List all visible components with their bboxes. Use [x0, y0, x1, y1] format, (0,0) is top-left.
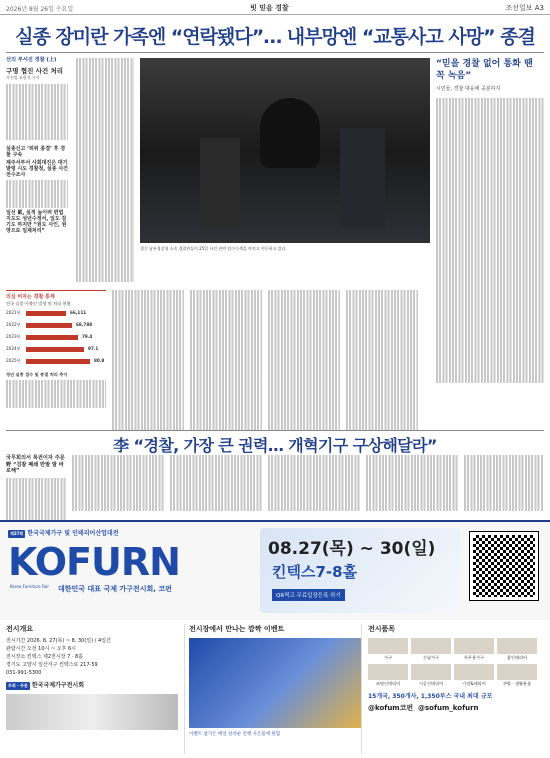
- stats-line: 15개국, 350개사, 1,350부스 국내 최대 규모: [368, 693, 493, 700]
- category-image: [497, 664, 537, 680]
- body-text-m2: [72, 455, 164, 515]
- category-item[interactable]: [368, 638, 408, 661]
- ad-info-box: [260, 528, 460, 613]
- event-images: [189, 638, 361, 728]
- ad-venue: 킨텍스7-8홀: [272, 563, 358, 581]
- chart-row-label: 2024년: [6, 346, 21, 351]
- fair-tag: Korea Furniture Fair: [10, 584, 49, 589]
- venue: 전시장소 킨텍스 제2전시장 7 · 8홀: [6, 654, 84, 660]
- chart-bar: [26, 323, 72, 328]
- category-image: [454, 638, 494, 654]
- category-image: [411, 638, 451, 654]
- section-rule: [6, 430, 544, 431]
- issue-date: 2026년 8월 26일 수요일: [6, 6, 74, 13]
- text-line: [76, 276, 134, 282]
- table-title: 정년 실종 접수 및 종결 처리 추이: [6, 372, 68, 377]
- body-text-m3: [170, 455, 262, 515]
- subhead-2: 실종신고 ‘허위 종결’ 후 경찰 구속: [6, 146, 66, 158]
- stats-chart: [6, 290, 106, 425]
- category-item[interactable]: [454, 664, 494, 687]
- event-heading: 전시장에서 만나는 깜짝 이벤트: [189, 625, 285, 633]
- text-line: [112, 424, 184, 430]
- category-item[interactable]: [497, 664, 537, 687]
- chart-value: 79.4: [82, 334, 93, 339]
- category-image: [497, 638, 537, 654]
- lower-ad-panels: [0, 620, 550, 758]
- host-line: [6, 680, 178, 690]
- ad-dates: 08.27(목) ~ 30(일): [268, 539, 436, 559]
- main-headline: 실종 장미란 가족엔 “연락됐다”… 내부망엔 “교통사고 사망” 종결: [15, 26, 535, 48]
- ad-top-line: [8, 528, 119, 538]
- text-line: [436, 378, 544, 384]
- category-label: 가구: [383, 655, 393, 660]
- body-text-col2: [76, 58, 134, 286]
- body-text: [6, 180, 68, 208]
- body-text-col4: [190, 290, 262, 430]
- section-name: 빗 믿음 경찰: [250, 4, 289, 12]
- mid-left-lead: [6, 455, 66, 523]
- address: 경기도 고양시 일산서구 킨텍스로 217-59: [6, 662, 98, 668]
- bar-area: [6, 310, 106, 370]
- page-label: A3: [534, 4, 544, 12]
- event-panel: [184, 624, 362, 754]
- category-label: 조명인테리어: [375, 681, 401, 686]
- category-label: 주방 · 생활용품: [502, 681, 532, 686]
- lead-1: 국무회의서 특권이자 주문: [6, 455, 65, 461]
- event-note: 이벤트 참가은 매일 선착순 진행 사은품에 한함: [189, 732, 281, 737]
- category-image: [411, 664, 451, 680]
- chart-value: 66,111: [70, 310, 87, 315]
- qr-register-button[interactable]: QR찍고 무료입장등록 하기: [272, 589, 345, 601]
- lead-2: 野 “검찰 폐쇄 반발 말 바로해”: [6, 461, 64, 474]
- category-image: [368, 638, 408, 654]
- body-text-m5: [366, 455, 458, 515]
- series-kicker: 선의 부서진 경찰 (上): [6, 57, 57, 63]
- body-text-right: [436, 98, 544, 388]
- text-line: [366, 505, 458, 511]
- chart-bar: [26, 335, 78, 340]
- chart-row-label: 2021년: [6, 310, 21, 315]
- category-item[interactable]: [368, 664, 408, 687]
- quote-sub: 시민들, 경찰 대응에 공분하지: [436, 86, 501, 92]
- page-number: [505, 3, 544, 13]
- hours: 관람시간 오전 10시 ~ 오후 6시: [6, 646, 76, 652]
- category-label: 수납가구: [422, 655, 440, 660]
- chart-bar: [26, 359, 90, 364]
- category-item[interactable]: [411, 664, 451, 687]
- chart-bar: [26, 347, 84, 352]
- product-images: [6, 694, 178, 730]
- category-grid: [368, 638, 544, 687]
- edition-badge: 제37회: [10, 531, 24, 536]
- chart-row-label: 2022년: [6, 322, 21, 327]
- info-panel: [6, 624, 178, 730]
- info-lines: [6, 637, 178, 677]
- person-right: [340, 128, 385, 228]
- category-label: 홈인테리어: [506, 655, 528, 660]
- chart-subtitle: 전국 실종·가출인 발생 및 처리 현황: [6, 301, 71, 306]
- subhead-3: 제주서부서 사회대진은 대기발령 시도 경찰청, 실종 사건 전수조사: [6, 160, 68, 178]
- person-left: [200, 138, 240, 228]
- social-line: [368, 703, 544, 713]
- text-line: [268, 505, 360, 511]
- mid-headline: 李 “경찰, 가장 큰 권력… 개혁기구 구상해달라”: [113, 436, 437, 455]
- byline: 사건팀 조원석 기자: [6, 75, 40, 80]
- paper-name: 조선일보: [505, 4, 533, 12]
- chart-row-label: 2023년: [6, 334, 21, 339]
- phone: 031-991-5300: [6, 670, 42, 676]
- body-text-col3: [112, 290, 184, 430]
- text-line: [268, 424, 340, 430]
- info-heading: 전시개요: [6, 625, 34, 633]
- headline-rule: [6, 52, 544, 53]
- category-label: 시공인테리어: [418, 681, 444, 686]
- text-line: [346, 424, 418, 430]
- instagram-handle[interactable]: @sofum_kofurn: [418, 704, 479, 712]
- chart-value: 68,788: [76, 322, 93, 327]
- kakao-handle[interactable]: @kofum코펀: [368, 704, 414, 712]
- text-line: [170, 505, 262, 511]
- body-text-col5: [268, 290, 340, 430]
- body-text: [6, 478, 66, 523]
- chart-value: 97.1: [88, 346, 99, 351]
- text-line: [190, 424, 262, 430]
- chart-value: 80.8: [94, 358, 105, 363]
- qr-code[interactable]: [470, 532, 538, 600]
- body-text-m4: [268, 455, 360, 515]
- kofurn-ad[interactable]: [0, 520, 550, 620]
- text-line: [464, 505, 544, 511]
- right-column: [436, 58, 544, 388]
- ad-top-text: 한국국제가구 및 인테리어산업대전: [27, 530, 119, 537]
- ad-tagline: 대한민국 대표 국제 가구전시회, 코펀: [58, 585, 172, 593]
- body-text-m6: [464, 455, 544, 515]
- category-image: [454, 664, 494, 680]
- chart-row-label: 2025년: [6, 358, 21, 363]
- body-text: [6, 84, 68, 144]
- category-label: 가전&테리어: [462, 681, 486, 686]
- table-rows: [6, 380, 106, 408]
- category-item[interactable]: [454, 638, 494, 661]
- category-label: 사무용가구: [463, 655, 485, 660]
- left-subhead: 구명 협진 사건 처리: [6, 67, 64, 75]
- subhead-4: 일선 累, 실적 높이려 편법 지도도 성년수정서, 일도 걸기도 하지만 “원도 사인, 원망으로 일제처리”: [6, 210, 67, 234]
- host-name: 한국국제가구전시회: [31, 682, 85, 689]
- category-image: [368, 664, 408, 680]
- items-heading: 전시품목: [368, 625, 396, 633]
- chart-bar: [26, 311, 66, 316]
- photo-caption: 경기 남부경찰청 소속 경찰관들이 25일 사건 관련 압수수색을 마치고 이동하고 있다.: [140, 246, 287, 251]
- period: 전시기간 2026. 8. 27(목) ~ 8. 30(일) / 4일간: [6, 638, 111, 644]
- left-column: [6, 56, 68, 234]
- category-item[interactable]: [411, 638, 451, 661]
- items-panel: [368, 624, 544, 713]
- text-line: [72, 505, 164, 511]
- category-item[interactable]: [497, 638, 537, 661]
- body-text-col6: [346, 290, 418, 430]
- kofurn-logo: KOFURN: [8, 540, 180, 584]
- figure-silhouette: [260, 98, 320, 168]
- host-label: 주최 · 주관: [8, 683, 28, 688]
- news-photo: [140, 58, 430, 243]
- page-header: [0, 0, 550, 15]
- chart-title: 의심 비자는 경찰 통계: [6, 294, 55, 300]
- pull-quote: “믿을 경찰 없어 통화 땐 꼭 녹음”: [436, 59, 533, 81]
